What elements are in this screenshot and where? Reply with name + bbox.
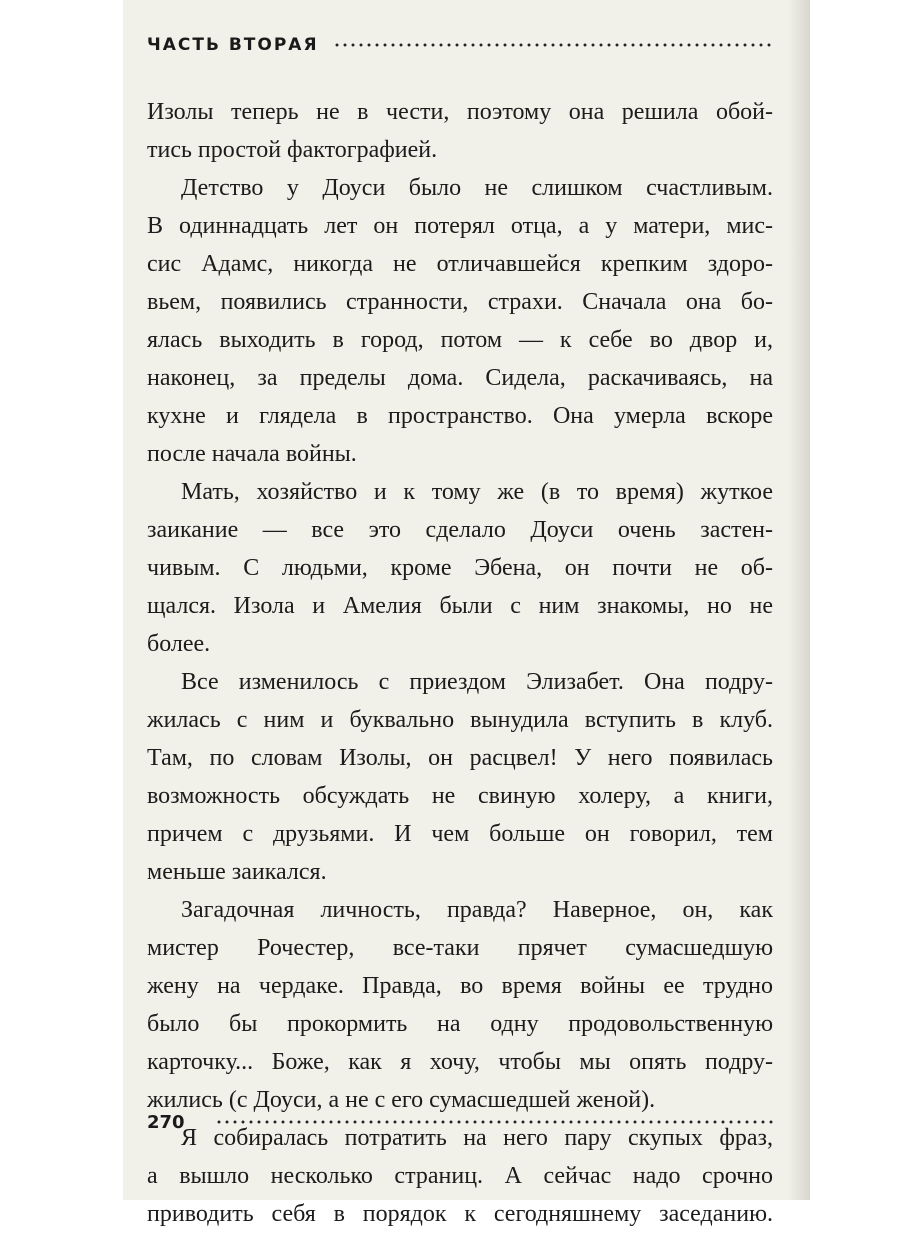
dotted-leader [215,1120,775,1124]
text-line: возможность обсуждать не свиную холеру, а книги, [147,783,773,809]
text-line: В одиннадцать лет он потерял отца, а у матери, мис- [147,213,773,239]
book-page [123,0,810,1227]
running-title: ЧАСТЬ ВТОРАЯ [147,35,319,55]
text-line: сис Адамс, никогда не отличавшейся крепким здоро- [147,251,773,277]
text-line: более. [147,631,211,657]
text-line: тись простой фактографией. [147,137,438,163]
text-line: Мать, хозяйство и к тому же (в то время) жуткое [181,479,773,505]
text-line: а вышло несколько страниц. А сейчас надо срочно [147,1163,773,1189]
text-line: приводить себя в порядок к сегодняшнему заседанию. [147,1201,773,1227]
text-line: Там, по словам Изолы, он расцвел! У него появилась [147,745,773,771]
text-line: вьем, появились странности, страхи. Сначала она бо- [147,289,773,315]
text-line: Изолы теперь не в чести, поэтому она решила обой- [147,99,773,125]
text-line: карточку... Боже, как я хочу, чтобы мы опять подру- [147,1049,773,1075]
running-head [147,30,775,60]
text-line: Детство у Доуси было не слишком счастливым. [181,175,773,201]
text-line: было бы прокормить на одну продовольственную [147,1011,773,1037]
page-footer [147,1106,775,1138]
text-line: заикание — все это сделало Доуси очень застен- [147,517,773,543]
text-line: жились (с Доуси, а не с его сумасшедшей женой). [147,1087,656,1113]
text-line: наконец, за пределы дома. Сидела, раскачиваясь, на [147,365,773,391]
text-line: жену на чердаке. Правда, во время войны ее трудно [147,973,773,999]
text-line: Я собиралась потратить на него пару скупых фраз, [181,1125,773,1151]
text-line: ялась выходить в город, потом — к себе во двор и, [147,327,773,353]
text-line: Загадочная личность, правда? Наверное, он, как [181,897,773,923]
text-line: меньше заикался. [147,859,327,885]
text-line: чивым. С людьми, кроме Эбена, он почти не об- [147,555,773,581]
text-line: щался. Изола и Амелия были с ним знакомы, но не [147,593,773,619]
body-text [147,93,773,1233]
text-line: кухне и глядела в пространство. Она умерла вскоре [147,403,773,429]
dotted-leader [333,43,775,47]
text-line: жилась с ним и буквально вынудила вступить в клуб. [147,707,773,733]
text-line: причем с друзьями. И чем больше он говорил, тем [147,821,773,847]
page-number: 270 [147,1111,185,1133]
text-line: после начала войны. [147,441,357,467]
text-line: мистер Рочестер, все-таки прячет сумасшедшую [147,935,773,961]
text-line: Все изменилось с приездом Элизабет. Она подру- [181,669,773,695]
